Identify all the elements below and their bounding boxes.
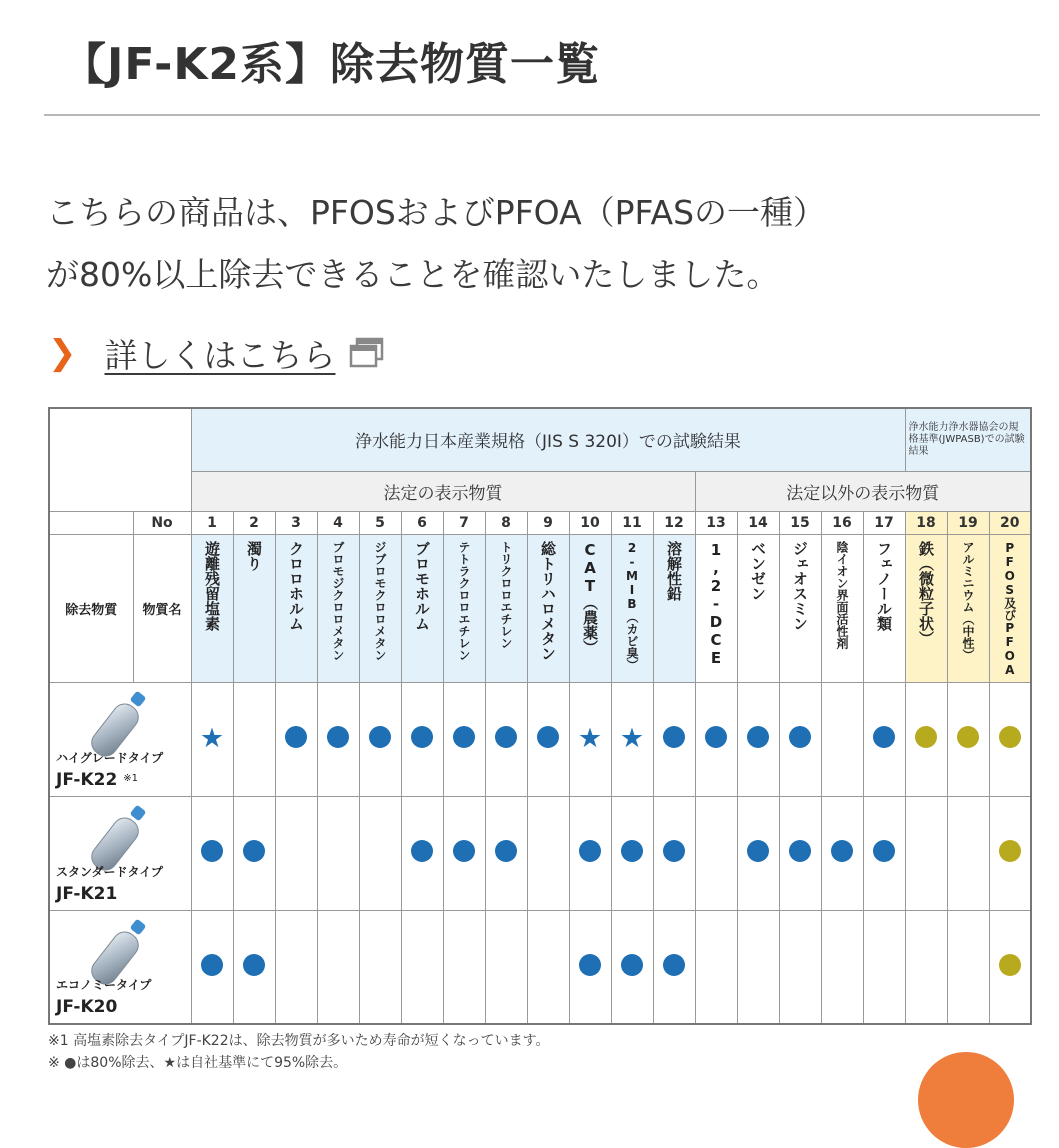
column-number: 18	[905, 511, 947, 534]
result-cell	[863, 910, 905, 1024]
filter-cartridge-image	[84, 919, 164, 985]
removal-table	[48, 407, 1032, 1025]
removal-dot-mark	[747, 726, 769, 748]
column-substance-name	[905, 534, 947, 682]
removal-dot-mark	[453, 726, 475, 748]
removal-dot-mark	[663, 840, 685, 862]
table-row	[49, 682, 1031, 796]
product-cell	[49, 910, 191, 1024]
result-cell	[275, 796, 317, 910]
removal-dot-mark	[453, 840, 475, 862]
substance-name-text: 2-MIB（カビ臭）	[625, 540, 639, 671]
details-link[interactable]	[48, 328, 386, 378]
intro-line-2: が80%以上除去できることを確認いたしました。	[46, 255, 780, 294]
column-number: 15	[779, 511, 821, 534]
column-substance-name	[737, 534, 779, 682]
column-substance-name	[695, 534, 737, 682]
column-number: 17	[863, 511, 905, 534]
result-cell	[779, 796, 821, 910]
product-type: ハイグレードタイプ	[56, 750, 164, 765]
removal-dot-mark	[621, 840, 643, 862]
result-cell	[905, 910, 947, 1024]
column-number: 16	[821, 511, 863, 534]
removal-dot-mark	[663, 954, 685, 976]
column-substance-name	[401, 534, 443, 682]
intro-line-1: こちらの商品は、PFOSおよびPFOA（PFASの一種）	[46, 193, 827, 232]
column-substance-name	[233, 534, 275, 682]
removal-star-mark: ★	[619, 722, 645, 754]
result-cell	[779, 910, 821, 1024]
column-number: 14	[737, 511, 779, 534]
substance-name-text: 溶解性鉛	[665, 540, 683, 601]
column-number: 8	[485, 511, 527, 534]
substance-name-text: ブロモホルム	[413, 540, 431, 631]
result-cell	[443, 910, 485, 1024]
substance-name-text: 総トリハロメタン	[539, 540, 557, 661]
removal-dot-mark	[621, 954, 643, 976]
result-cell	[191, 910, 233, 1024]
column-substance-name	[359, 534, 401, 682]
removal-dot-mark	[579, 840, 601, 862]
filter-cartridge-image	[84, 805, 164, 871]
result-cell	[737, 910, 779, 1024]
removal-dot-mark	[663, 726, 685, 748]
table-corner	[49, 408, 191, 511]
column-number: 19	[947, 511, 989, 534]
chevron-right-icon: ❯	[48, 333, 77, 373]
result-cell	[653, 796, 695, 910]
column-substance-name	[821, 534, 863, 682]
removal-dot-mark	[201, 840, 223, 862]
substance-name-text: テトラクロロエチレン	[457, 540, 471, 661]
column-number: 20	[989, 511, 1031, 534]
result-cell	[317, 682, 359, 796]
removal-dot-mark	[873, 726, 895, 748]
result-cell	[821, 796, 863, 910]
result-cell	[485, 682, 527, 796]
result-cell	[695, 910, 737, 1024]
product-note: ※1	[123, 772, 138, 784]
removal-dot-mark	[411, 726, 433, 748]
result-cell	[527, 682, 569, 796]
result-cell	[989, 910, 1031, 1024]
substance-name-text: クロロホルム	[287, 540, 305, 631]
removal-dot-mark	[873, 840, 895, 862]
column-substance-name	[317, 534, 359, 682]
result-cell	[401, 682, 443, 796]
column-number: 9	[527, 511, 569, 534]
title-divider	[44, 114, 1040, 116]
product-model-name: JF-K22	[56, 769, 118, 790]
result-cell	[821, 910, 863, 1024]
result-cell	[317, 796, 359, 910]
column-substance-name	[569, 534, 611, 682]
result-cell	[737, 682, 779, 796]
removal-dot-mark	[285, 726, 307, 748]
column-number: 10	[569, 511, 611, 534]
intro-text	[46, 182, 1036, 306]
result-cell	[863, 796, 905, 910]
result-cell	[611, 682, 653, 796]
column-number: 4	[317, 511, 359, 534]
result-cell	[737, 796, 779, 910]
removal-dot-mark	[915, 726, 937, 748]
column-number: 1	[191, 511, 233, 534]
removal-dot-mark	[999, 954, 1021, 976]
result-cell	[695, 796, 737, 910]
column-substance-name	[485, 534, 527, 682]
column-substance-name	[863, 534, 905, 682]
jis-header: 浄水能力日本産業規格（JIS S 320I）での試験結果	[191, 408, 905, 471]
removal-dot-mark	[789, 726, 811, 748]
result-cell	[359, 682, 401, 796]
column-number: 13	[695, 511, 737, 534]
product-type: エコノミータイプ	[56, 978, 152, 992]
result-cell	[275, 682, 317, 796]
removal-dot-mark	[579, 954, 601, 976]
column-number: 7	[443, 511, 485, 534]
substance-name-text: 遊離残留塩素	[203, 540, 221, 631]
substance-name-text: ブロモジクロロメタン	[331, 540, 345, 661]
page-title: 【JF-K2系】除去物質一覧	[62, 39, 601, 90]
table-row	[49, 796, 1031, 910]
scroll-top-button[interactable]	[918, 1052, 1014, 1148]
no-label: No	[133, 511, 191, 534]
removal-star-mark: ★	[577, 722, 603, 754]
result-cell	[989, 796, 1031, 910]
removal-dot-mark	[495, 726, 517, 748]
substance-name-text: トリクロロエチレン	[499, 540, 513, 649]
column-substance-name	[947, 534, 989, 682]
result-cell	[779, 682, 821, 796]
removal-dot-mark	[243, 840, 265, 862]
result-cell	[695, 682, 737, 796]
external-window-icon	[348, 336, 386, 370]
substance-name-text: 鉄（微粒子状）	[917, 540, 935, 646]
column-substance-name	[779, 534, 821, 682]
product-model	[56, 770, 138, 790]
removal-dot-mark	[831, 840, 853, 862]
result-cell	[527, 910, 569, 1024]
jwpa-header: 浄水能力浄水器協会の規格基準(JWPASB)での試験結果	[905, 408, 1031, 471]
result-cell	[653, 910, 695, 1024]
result-cell	[233, 796, 275, 910]
result-cell	[317, 910, 359, 1024]
result-cell	[653, 682, 695, 796]
details-link-label[interactable]: 詳しくはこちら	[104, 335, 336, 375]
result-cell	[485, 910, 527, 1024]
result-cell	[233, 682, 275, 796]
substance-name-text: アルミニウム（中性）	[961, 540, 975, 661]
product-model-name: JF-K21	[56, 883, 118, 904]
result-cell	[947, 910, 989, 1024]
result-cell	[359, 910, 401, 1024]
removal-dot-mark	[243, 954, 265, 976]
result-cell	[569, 910, 611, 1024]
removal-dot-mark	[369, 726, 391, 748]
result-cell	[527, 796, 569, 910]
substance-name-text: フェノール類	[875, 540, 893, 631]
result-cell	[359, 796, 401, 910]
result-cell	[233, 910, 275, 1024]
column-substance-name	[989, 534, 1031, 682]
substance-name-label: 物質名	[133, 534, 191, 682]
result-cell	[401, 796, 443, 910]
column-substance-name	[527, 534, 569, 682]
substance-name-text: CAT（農薬）	[581, 540, 599, 655]
result-cell	[485, 796, 527, 910]
removal-dot-mark	[327, 726, 349, 748]
removal-dot-mark	[705, 726, 727, 748]
result-cell	[401, 910, 443, 1024]
removal-star-mark: ★	[199, 722, 225, 754]
filter-cartridge-image	[84, 691, 164, 757]
removal-dot-mark	[999, 726, 1021, 748]
column-substance-name	[443, 534, 485, 682]
column-number: 11	[611, 511, 653, 534]
removal-dot-mark	[495, 840, 517, 862]
removal-table-wrapper	[48, 407, 1032, 1025]
no-label-spacer	[49, 511, 133, 534]
column-substance-name	[191, 534, 233, 682]
result-cell	[989, 682, 1031, 796]
removal-dot-mark	[957, 726, 979, 748]
result-cell	[611, 796, 653, 910]
column-substance-name	[611, 534, 653, 682]
substance-name-text: ジブロモクロロメタン	[373, 540, 387, 661]
column-substance-name	[275, 534, 317, 682]
column-number: 12	[653, 511, 695, 534]
product-cell	[49, 682, 191, 796]
result-cell	[443, 682, 485, 796]
product-cell	[49, 796, 191, 910]
result-cell	[611, 910, 653, 1024]
column-number: 3	[275, 511, 317, 534]
result-cell	[191, 682, 233, 796]
result-cell	[905, 682, 947, 796]
table-row	[49, 910, 1031, 1024]
removal-dot-mark	[411, 840, 433, 862]
result-cell	[275, 910, 317, 1024]
result-cell	[443, 796, 485, 910]
result-cell	[947, 682, 989, 796]
result-cell	[569, 796, 611, 910]
product-model	[56, 997, 117, 1017]
footnote-2: ※ ●は80%除去、★は自社基準にて95%除去。	[48, 1055, 348, 1071]
footnotes	[48, 1030, 550, 1074]
result-cell	[905, 796, 947, 910]
column-substance-name	[653, 534, 695, 682]
substance-name-text: 陰イオン界面活性剤	[835, 540, 849, 649]
result-cell	[947, 796, 989, 910]
product-model	[56, 884, 117, 904]
product-type: スタンダードタイプ	[56, 864, 163, 879]
removal-dot-mark	[537, 726, 559, 748]
result-cell	[191, 796, 233, 910]
removed-substance-label: 除去物質	[49, 534, 133, 682]
removal-dot-mark	[201, 954, 223, 976]
removal-dot-mark	[747, 840, 769, 862]
substance-name-text: PFOS及びPFOA	[1002, 540, 1017, 677]
nonlegal-header: 法定以外の表示物質	[695, 471, 1031, 511]
column-number: 2	[233, 511, 275, 534]
product-model-name: JF-K20	[56, 997, 118, 1017]
column-number: 5	[359, 511, 401, 534]
legal-header: 法定の表示物質	[191, 471, 695, 511]
substance-name-text: ジェオスミン	[791, 540, 809, 631]
removal-dot-mark	[999, 840, 1021, 862]
footnote-1: ※1 高塩素除去タイプJF-K22は、除去物質が多いため寿命が短くなっています。	[48, 1033, 550, 1049]
removal-dot-mark	[789, 840, 811, 862]
result-cell	[569, 682, 611, 796]
column-number: 6	[401, 511, 443, 534]
substance-name-text: 1,2-DCE	[707, 540, 725, 667]
result-cell	[863, 682, 905, 796]
substance-name-text: ベンゼン	[749, 540, 767, 601]
substance-name-text: 濁り	[245, 540, 263, 571]
result-cell	[821, 682, 863, 796]
